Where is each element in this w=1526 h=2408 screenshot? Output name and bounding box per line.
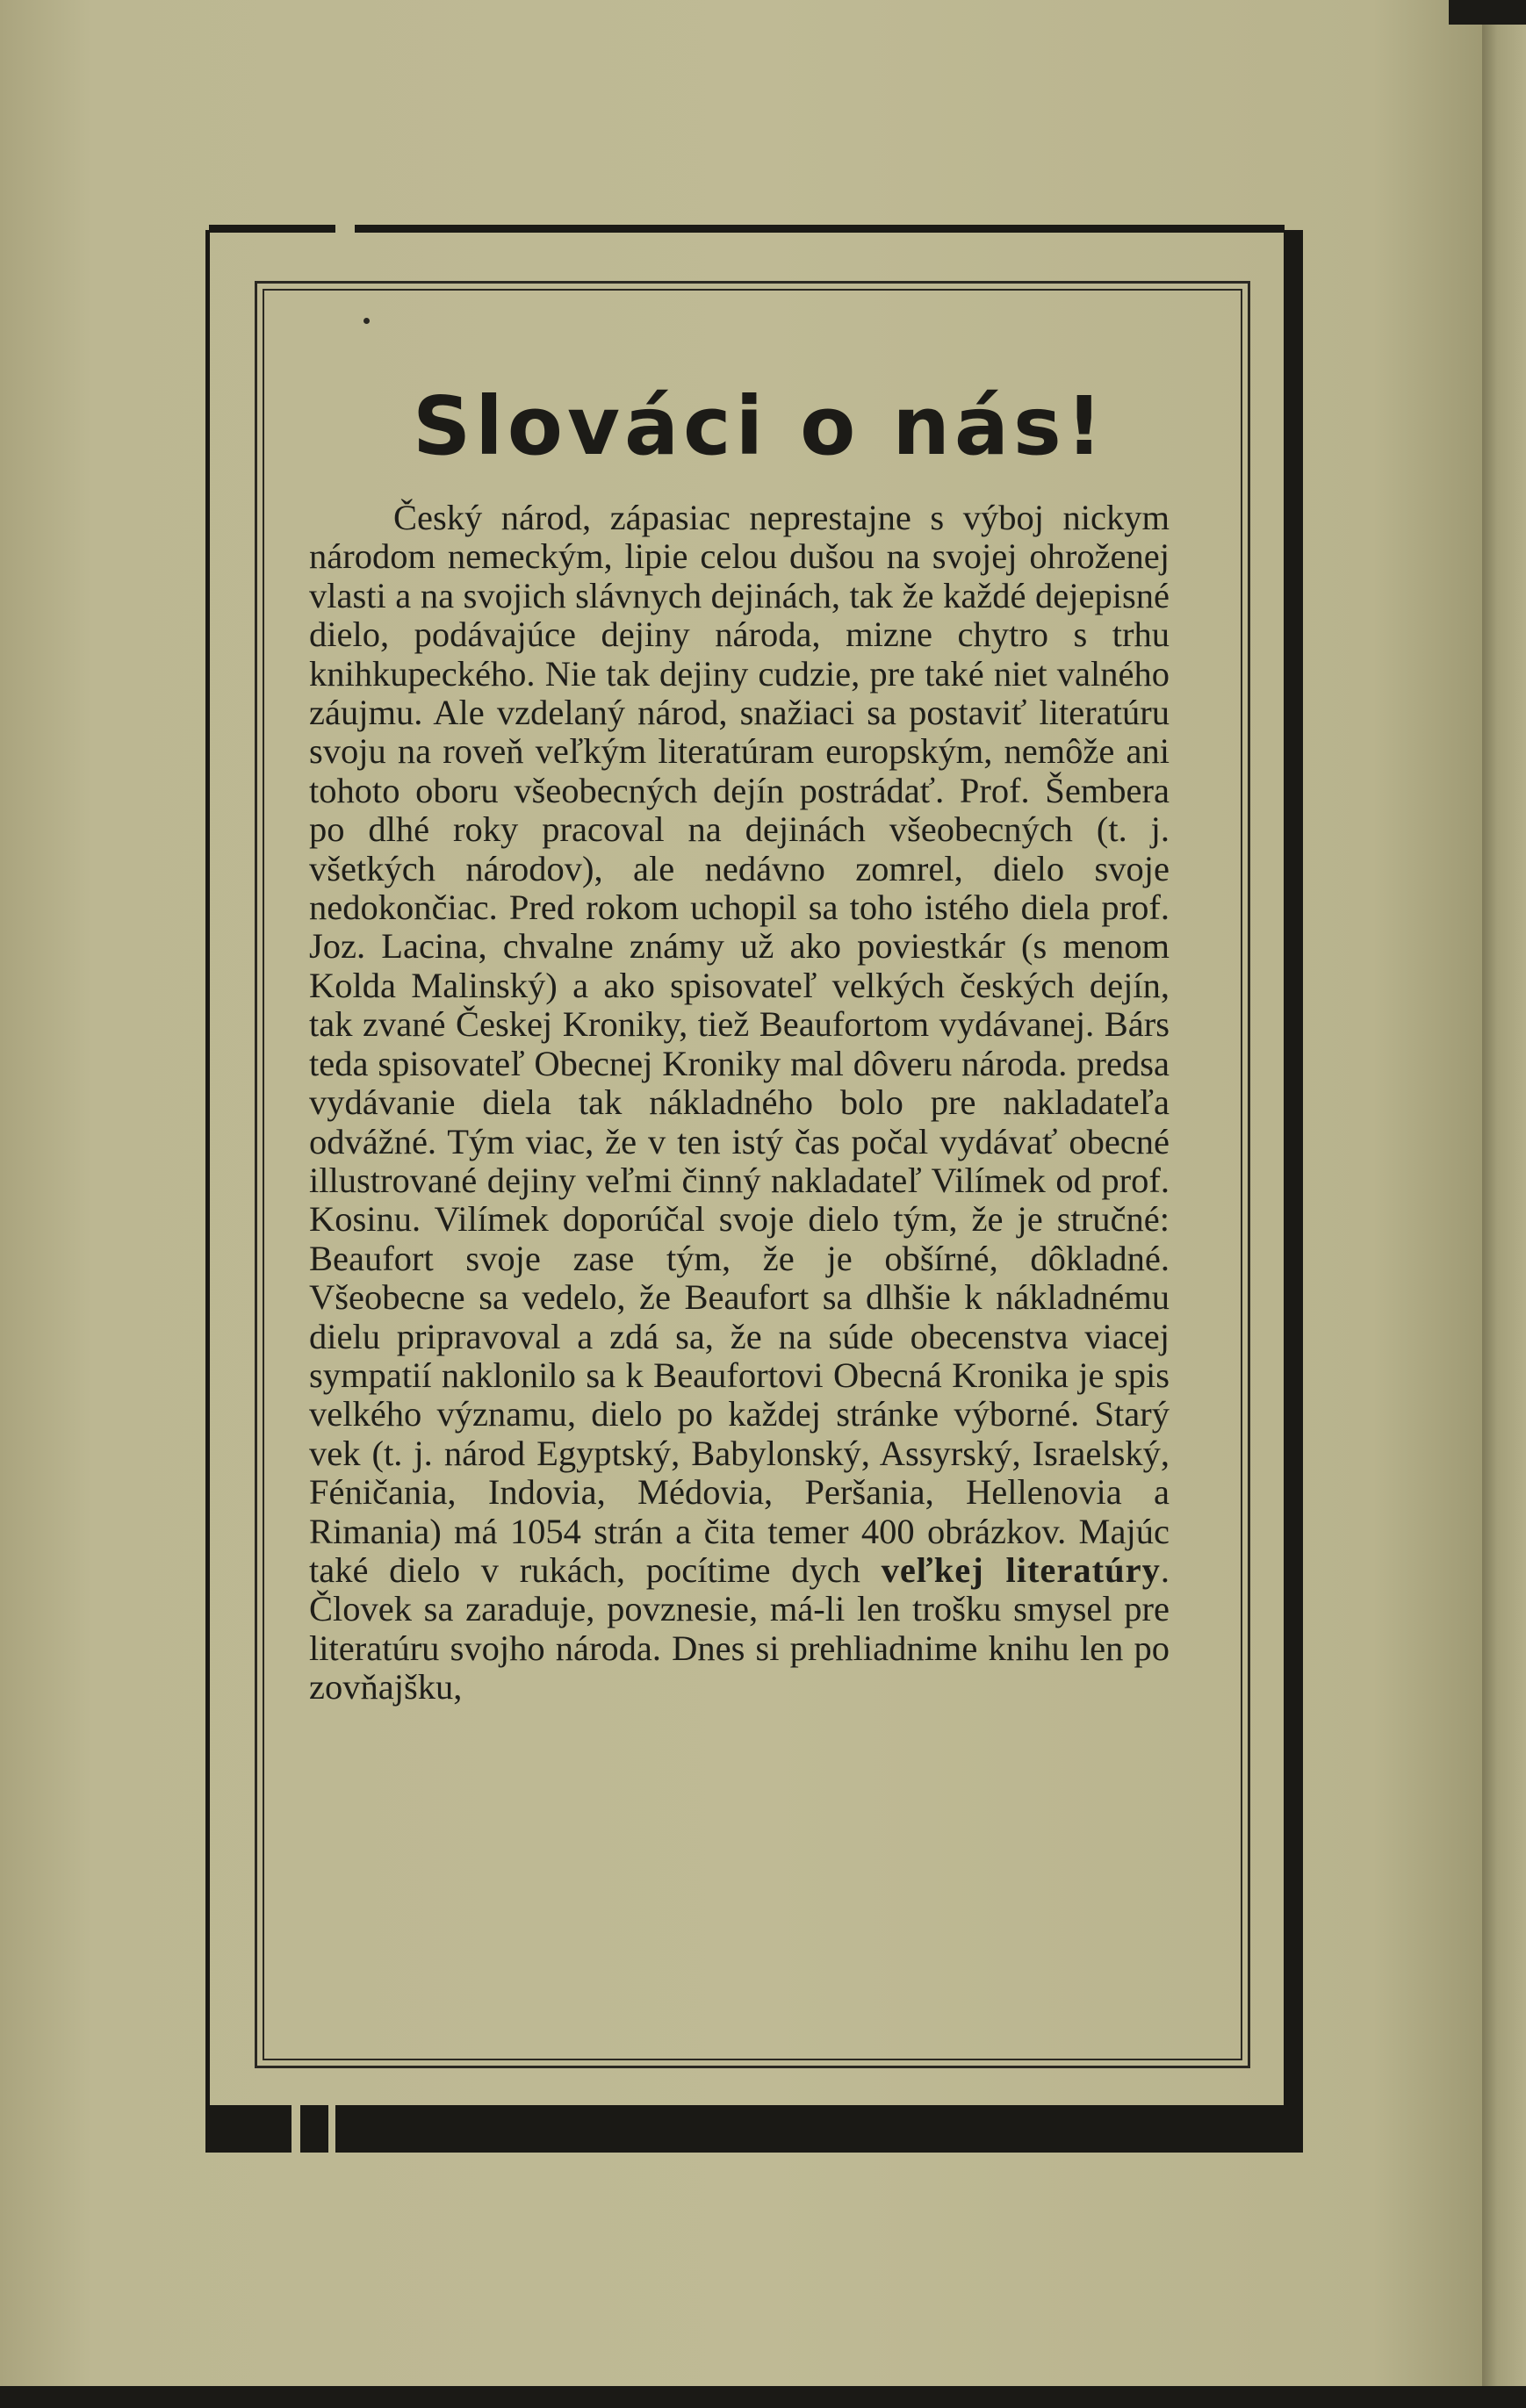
ink-speck	[364, 318, 370, 324]
border-right-rule	[1284, 230, 1303, 2117]
article-title: Slováci o nás!	[413, 379, 1107, 473]
scan-edge-bottom	[0, 2386, 1526, 2408]
article-emphasis: veľkej literatúry	[881, 1549, 1161, 1590]
article-body	[309, 499, 1170, 1707]
border-top-gap	[335, 225, 355, 233]
article	[309, 379, 1170, 1707]
border-bottom-rule	[205, 2105, 1303, 2153]
border-bottom-notch	[328, 2105, 335, 2153]
article-body-part1: Český národ, zápasiac neprestajne s výboj nickym národom nemeckým, lipie celou dušou na svojej ohroženej vlasti a na svojich slávnych dejinách, tak že každé dejepisné dielo, podávajúce dejiny národa, mizne chytro s trhu knihkupeckého. Nie tak dejiny cudzie, pre také niet valného záujmu. Ale vzdelaný národ, snažiaci sa postaviť literatúru svoju na roveň veľkým literatúram europským, nemôže ani tohoto oboru všeobecných dejín postrádať. Prof. Šembera po dlhé roky pracoval na dejinách všeobecných (t. j. všetkých národov), ale nedávno zomrel, dielo svoje nedokončiac. Pred rokom uchopil sa toho istého diela prof. Joz. Lacina, chvalne známy už ako poviestkár (s menom Kolda Malinský) a ako spisovateľ velkých českých dejín, tak zvané Českej Kroniky, tiež Beaufortom vydávanej. Bárs teda spisovateľ Obecnej Kroniky mal dôveru národa. predsa vydávanie diela tak nákladného bolo pre nakladateľa odvážné. Tým viac, že v ten istý čas počal vydávať obecné illustrované dejiny veľmi činný nakladateľ Vilímek od prof. Kosinu. Vilímek doporúčal svoje dielo tým, že je stručné: Beaufort svoje zase tým, že je obšírné, dôkladné. Všeobecne sa vedelo, že Beaufort sa dlhšie k nákladnému dielu pripravoval a zdá sa, že na súde obecenstva viacej sympatií naklonilo sa k Beaufortovi Obecná Kronika je spis velkého významu, dielo po každej stránke výborné. Starý vek (t. j. národ Egyptský, Babylonský, Assyrský, Israelský, Féničania, Indovia, Médovia, Peršania, Hellenovia a Rimania) má 1054 strán a čita temer 400 obrázkov. Majúc také dielo v rukách, pocítime dych	[309, 498, 1170, 1590]
page-gutter-shadow	[1482, 0, 1526, 2408]
article-body-part2: . Človek sa zaraduje, povznesie, má-li len trošku smysel pre literatúru svojho národa. Dnes si prehliadnime knihu len po zovňajšku,	[309, 1549, 1170, 1707]
border-left-rule	[205, 230, 210, 2117]
scan-edge-top	[1449, 0, 1526, 25]
border-bottom-notch	[292, 2105, 300, 2153]
border-top-rule	[209, 225, 1285, 233]
